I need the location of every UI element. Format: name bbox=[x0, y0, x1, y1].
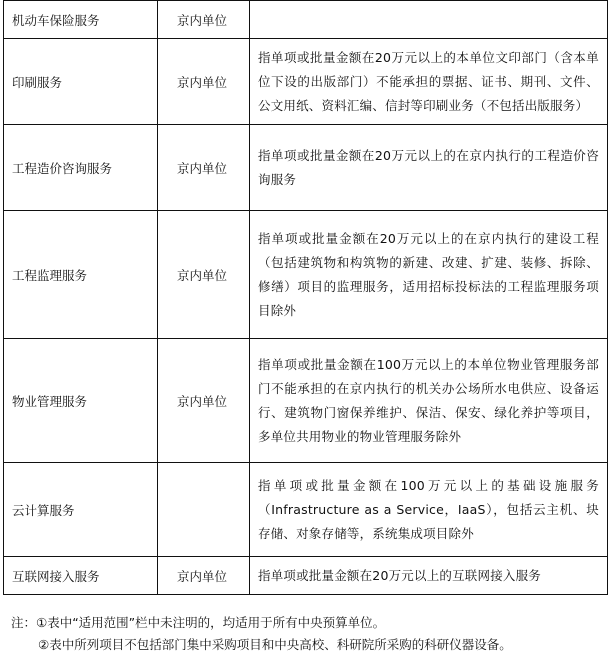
service-name: 工程监理服务 bbox=[4, 211, 158, 339]
service-scope: 京内单位 bbox=[158, 125, 250, 211]
service-scope bbox=[158, 463, 250, 557]
service-description: 指单项或批量金额在20万元以上的在京内执行的工程造价咨询服务 bbox=[250, 125, 608, 211]
service-name: 工程造价咨询服务 bbox=[4, 125, 158, 211]
table-row bbox=[4, 1, 608, 39]
note-2: ②表中所列项目不包括部门集中采购项目和中央高校、科研院所采购的科研仪器设备。 bbox=[38, 637, 512, 652]
service-description: 指单项或批量金额在20万元以上的互联网接入服务 bbox=[250, 557, 608, 595]
service-name: 互联网接入服务 bbox=[4, 557, 158, 595]
service-description: 指单项或批量金额在100万元以上的基础设施服务（Infrastructure as a Service，IaaS），包括云主机、块存储、对象存储等，系统集成项目除外 bbox=[250, 463, 608, 557]
service-name: 机动车保险服务 bbox=[4, 1, 158, 39]
service-scope: 京内单位 bbox=[158, 1, 250, 39]
service-description: 指单项或批量金额在20万元以上的在京内执行的建设工程（包括建筑物和构筑物的新建、改建、扩建、装修、拆除、修缮）项目的监理服务，适用招标投标法的工程监理服务项目除外 bbox=[250, 211, 608, 339]
service-description: 指单项或批量金额在100万元以上的本单位物业管理服务部门不能承担的在京内执行的机关办公场所水电供应、设备运行、建筑物门窗保养维护、保洁、保安、绿化养护等项目，多单位共用物业的物业管理服务除外 bbox=[250, 339, 608, 463]
service-scope: 京内单位 bbox=[158, 211, 250, 339]
table-row bbox=[4, 211, 608, 339]
service-description bbox=[250, 1, 608, 39]
table-row bbox=[4, 39, 608, 125]
table-notes bbox=[11, 612, 512, 656]
service-name: 物业管理服务 bbox=[4, 339, 158, 463]
service-scope: 京内单位 bbox=[158, 339, 250, 463]
table-row bbox=[4, 125, 608, 211]
table-row bbox=[4, 557, 608, 595]
service-description: 指单项或批量金额在20万元以上的本单位文印部门（含本单位下设的出版部门）不能承担的票据、证书、期刊、文件、公文用纸、资料汇编、信封等印刷业务（不包括出版服务） bbox=[250, 39, 608, 125]
service-name: 印刷服务 bbox=[4, 39, 158, 125]
service-scope: 京内单位 bbox=[158, 557, 250, 595]
note-1: 注：①表中“适用范围”栏中未注明的，均适用于所有中央预算单位。 bbox=[11, 615, 386, 630]
table-row bbox=[4, 339, 608, 463]
service-table bbox=[3, 0, 608, 595]
table-row bbox=[4, 463, 608, 557]
service-scope: 京内单位 bbox=[158, 39, 250, 125]
service-name: 云计算服务 bbox=[4, 463, 158, 557]
